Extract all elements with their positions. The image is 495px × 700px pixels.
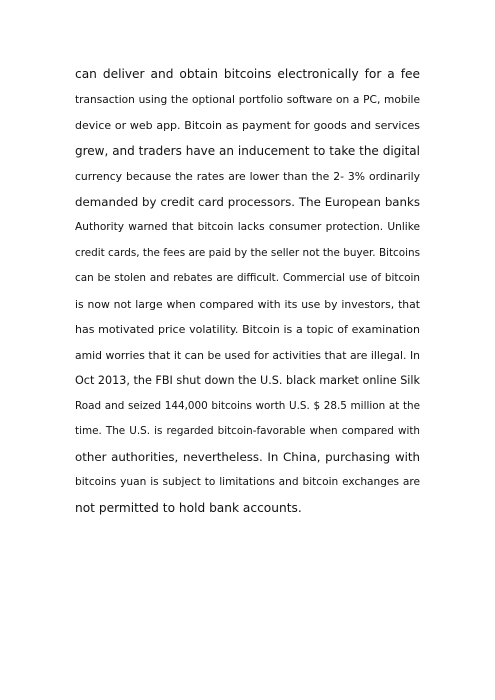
text-line: amid worries that it can be used for activities that are illegal. In — [75, 348, 420, 362]
text-line: Authority warned that bitcoin lacks consumer protection. Unlike — [75, 221, 420, 233]
text-line: other authorities, nevertheless. In China, purchasing with — [75, 449, 420, 464]
text-line: grew, and traders have an inducement to take the digital — [75, 143, 420, 158]
text-line: Oct 2013, the FBI shut down the U.S. black market online Silk — [75, 374, 420, 387]
text-line: has motivated price volatility. Bitcoin is a topic of examination — [75, 323, 420, 336]
text-line: can deliver and obtain bitcoins electronically for a fee — [75, 67, 420, 81]
text-line: time. The U.S. is regarded bitcoin-favorable when compared with — [75, 425, 420, 437]
text-line: can be stolen and rebates are difficult. Commercial use of bitcoin — [75, 272, 420, 284]
text-line: device or web app. Bitcoin as payment for goods and services — [75, 119, 420, 132]
text-line: credit cards, the fees are paid by the seller not the buyer. Bitcoins — [75, 246, 420, 259]
text-line: is now not large when compared with its use by investors, that — [75, 297, 420, 311]
text-line: bitcoins yuan is subject to limitations and bitcoin exchanges are — [75, 476, 420, 488]
body-paragraph — [75, 62, 420, 521]
text-line: currency because the rates are lower than the 2- 3% ordinarily — [75, 170, 420, 183]
text-line: Road and seized 144,000 bitcoins worth U.S. $ 28.5 million at the — [75, 399, 420, 412]
text-line-last: not permitted to hold bank accounts. — [75, 500, 302, 515]
text-line: demanded by credit card processors. The European banks — [75, 194, 420, 209]
text-line: transaction using the optional portfolio software on a PC, mobile — [75, 93, 420, 106]
